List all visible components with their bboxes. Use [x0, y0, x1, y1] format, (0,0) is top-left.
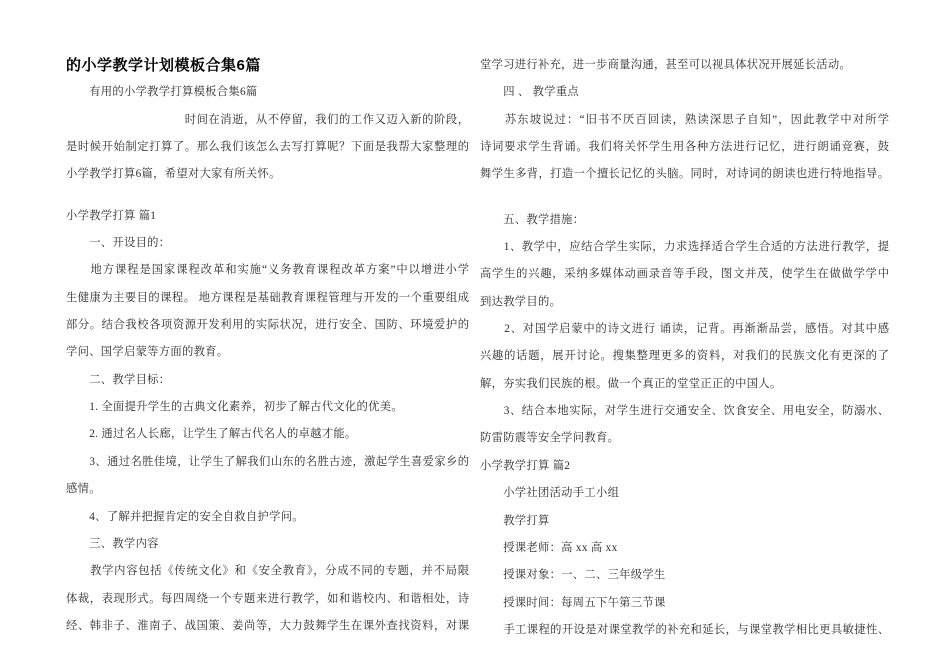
text-line: 授课老师：高 xx 高 xx	[480, 541, 618, 554]
text-line: 三、教学内容	[66, 537, 159, 550]
text-line: 小学教学打算 篇1	[66, 209, 157, 222]
text-line: 1. 全面提升学生的古典文化素养，初步了解古代文化的优美。	[66, 401, 403, 414]
text-line: 五、教学措施：	[480, 213, 585, 226]
text-line: 二、教学目标：	[66, 373, 171, 386]
text-line: 时间在消逝，从不停留，我们的工作又迈入新的阶段，	[66, 113, 469, 126]
text-line: 经、韩非子、淮南子、战国策、姜尚等，大力鼓舞学生在课外查找资料，对课	[66, 619, 469, 632]
text-line: 授课时间：每周五下午第三节课	[480, 596, 666, 609]
text-line: 小学教学打算6篇，希望对大家有所关怀。	[66, 168, 281, 181]
text-column-left	[66, 52, 469, 640]
text-line: 教学打算	[480, 514, 550, 527]
text-line: 部分。结合我校各项资源开发利用的实际状况，进行安全、国防、环境爱护的	[66, 319, 469, 332]
text-line: 解，夯实我们民族的根。做一个真正的堂堂正正的中国人。	[480, 377, 782, 390]
text-line: 是时候开始制定打算了。那么我们该怎么去写打算呢？下面是我帮大家整理的	[66, 141, 469, 154]
paragraph-spacer	[66, 189, 469, 203]
text-line: 手工课程的开设是对课堂教学的补充和延长，与课堂教学相比更具敏捷性、	[480, 623, 889, 636]
text-line: 小学社团活动手工小组	[480, 487, 620, 500]
text-line: 授课对象：一、二、三年级学生	[480, 569, 666, 582]
text-line: 一、开设目的：	[66, 237, 171, 250]
text-line: 2、对国学启蒙中的诗文进行 诵读，记背。再渐渐品尝，感悟。对其中感	[480, 323, 889, 336]
text-line: 诗词要求学生背诵。我们将关怀学生用各种方法进行记忆，进行朗诵竞赛，鼓	[480, 141, 889, 154]
text-line: 四 、 教学重点	[480, 86, 580, 99]
text-line: 教学内容包括《传统文化》和《安全教育》，分成不同的专题，并不局限	[66, 565, 469, 578]
text-line: 3、通过名胜佳境，让学生了解我们山东的名胜古迹，激起学生喜爱家乡的	[66, 455, 469, 468]
text-line: 地方课程是国家课程改革和实施“义务教育课程改革方案”中以增进小学	[66, 264, 469, 277]
text-line: 1、教学中，应结合学生实际，力求选择适合学生合适的方法进行教学，提	[480, 241, 889, 254]
text-line: 到达教学目的。	[480, 295, 562, 308]
text-line: 4、了解并把握肯定的安全自救自护学问。	[66, 510, 304, 523]
text-line: 兴趣的话题，展开讨论。搜集整理更多的资料，对我们的民族文化有更深的了	[480, 350, 889, 363]
text-line: 感情。	[66, 483, 101, 496]
document-title: 的小学教学计划模板合集6篇	[66, 57, 261, 74]
text-line: 舞学生多背，打造一个擅长记忆的头脑。同时，对诗词的朗读也进行特地指导。	[480, 168, 889, 181]
text-line: 堂学习进行补充，进一步商量沟通，甚至可以视具体状况开展延长活动。	[480, 59, 852, 71]
text-line: 苏东坡说过：“旧书不厌百回读，熟读深思子自知”，因此教学中对所学	[480, 113, 889, 126]
text-line: 生健康为主要目的课程。 地方课程是基础教育课程管理与开发的一个重要组成	[66, 291, 469, 304]
text-line: 高学生的兴趣，采纳多媒体动画录音等手段，图文并茂，使学生在做做学学中	[480, 268, 889, 281]
text-line: 体裁，表现形式。每四周绕一个专题来进行教学，如和谐校内、和谐相处，诗	[66, 592, 469, 605]
text-line: 3、结合本地实际，对学生进行交通安全、饮食安全、用电安全，防溺水、	[480, 405, 889, 418]
text-line: 2. 通过名人长廊，让学生了解古代名人的卓越才能。	[66, 428, 357, 441]
text-line: 防雷防震等安全学问教育。	[480, 432, 620, 445]
text-line: 小学教学打算 篇2	[480, 459, 571, 472]
paragraph-spacer	[480, 189, 889, 207]
text-line: 有用的小学教学打算模板合集6篇	[66, 86, 258, 99]
text-line: 学问、国学启蒙等方面的教育。	[66, 346, 229, 359]
text-column-right	[480, 52, 889, 644]
